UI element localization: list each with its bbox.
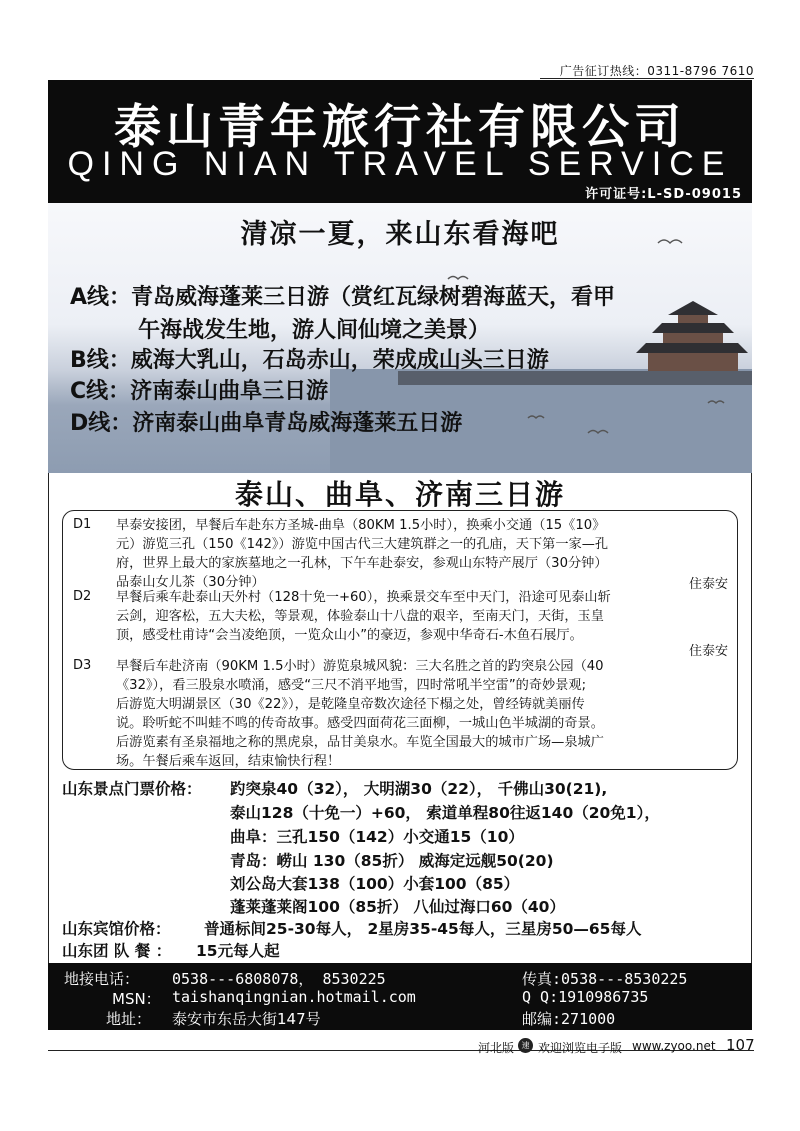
site-url-link[interactable]: www.zyoo.net (632, 1039, 716, 1053)
hotline-rule (540, 78, 754, 79)
meal-price-text: 15元每人起 (196, 942, 280, 960)
meal-price-label: 山东团 队 餐 ： (62, 942, 172, 960)
company-name-en: QING NIAN TRAVEL SERVICE (67, 145, 733, 183)
route-a: A线：青岛威海蓬莱三日游（赏红瓦绿树碧海蓝天，看甲 (70, 285, 616, 310)
day-2-text: 早餐后乘车赴泰山天外村（128十免一+60），换乘景交车至中天门，沿途可见泰山斩 云剑，迎客松，五大夫松，等景观，体验泰山十八盘的艰辛，至南天门，天街，玉皇 顶，感受杜甫诗“会当凌绝顶，一览众山小”的豪迈，参观中华奇石-木鱼石展厅。 (116, 590, 611, 643)
msn-label: MSN： (112, 990, 161, 1008)
qq-value: Q Q:1910986735 (522, 988, 649, 1006)
welcome-text: 欢迎浏览电子版 (538, 1041, 623, 1055)
page-number: 107 (726, 1036, 755, 1054)
msn-value: taishanqingnian.hotmail.com (172, 988, 416, 1006)
hotel-price-label: 山东宾馆价格： (62, 920, 171, 938)
ticket-price-line: 趵突泉40（32）， 大明湖30（22）， 千佛山30(21), (230, 780, 608, 798)
company-name-cn: 泰山青年旅行社有限公司 (114, 100, 686, 155)
day-2-stay: 住泰安 (688, 644, 728, 659)
fax-value: 传真:0538---8530225 (522, 970, 688, 988)
day-3-text: 早餐后车赴济南（90KM 1.5小时）游览泉城风貌：三大名胜之首的趵突泉公园（40 《32》），看三股泉水喷涌，感受“三尺不消平地雪，四时常吼半空雷”的奇妙景观; 后游览大明湖景区（30《22》），是乾隆皇帝数次途径下榻之处，曾经铸就美丽传 说。聆听蛇不叫蛙不鸣的传奇故事。感受四面荷花三面柳，一城山色半城湖的奇景。 后游览素有圣泉福地之称的黑虎泉，品甘美泉水。车览全国最大的城市广场—泉城广 场。午餐后乘车返回，结束愉快行程！ (116, 659, 604, 769)
day-1-stay: 住泰安 (688, 577, 728, 592)
day-label: D1 (73, 517, 92, 532)
route-d: D线：济南泰山曲阜青岛威海蓬莱五日游 (70, 411, 463, 436)
license-number: 许可证号:L-SD-09015 (585, 187, 742, 202)
ticket-price-line: 泰山128（十免一）+60， 索道单程80往返140（20免1）， (230, 804, 660, 822)
ticket-price-label: 山东景点门票价格： (62, 780, 202, 798)
ticket-price-line: 曲阜：三孔150（142）小交通15（10） (230, 828, 524, 846)
hotel-price-text: 普通标间25-30每人， 2星房35-45每人，三星房50—65每人 (204, 920, 642, 938)
day-label: D2 (73, 589, 92, 604)
route-b: B线：威海大乳山，石岛赤山，荣成成山头三日游 (70, 348, 549, 373)
phone-value: 0538---6808078， 8530225 (172, 970, 386, 988)
contact-footer (48, 963, 752, 1030)
route-a-continued: 午海战发生地，游人间仙境之美景） (138, 318, 491, 343)
route-c: C线：济南泰山曲阜三日游 (70, 379, 329, 404)
company-header (48, 80, 752, 203)
ticket-price-line: 刘公岛大套138（100）小套100（85） (230, 875, 520, 893)
ticket-price-line: 青岛：崂山 130（85折） 威海定远舰50(20) (230, 852, 554, 870)
ticket-price-line: 蓬莱蓬莱阁100（85折） 八仙过海口60（40） (230, 898, 565, 916)
summer-slogan: 清凉一夏，来山东看海吧 (240, 219, 560, 250)
ad-hotline: 广告征订热线：0311-8796 7610 (559, 64, 754, 78)
address-label: 地址： (106, 1010, 152, 1028)
day-1-text: 早泰安接团，早餐后车赴东方圣城-曲阜（80KM 1.5小时），换乘小交通（15《10》 元）游览三孔（150《142》）游览中国古代三大建筑群之一的孔庙，天下第一家—孔 府，世界上最大的家族墓地之一孔林，下午车赴泰安，参观山东特产展厅（30分钟） 品泰山女儿茶（30分钟） (116, 518, 609, 590)
day-label: D3 (73, 658, 92, 673)
address-value: 泰安市东岳大街147号 (172, 1010, 321, 1028)
tour-title: 泰山、曲阜、济南三日游 (234, 478, 565, 511)
phone-label: 地接电话： (64, 970, 140, 988)
edition-label: 河北版 (478, 1041, 515, 1055)
site-logo-icon: 速 (518, 1038, 533, 1053)
postcode-value: 邮编:271000 (522, 1010, 616, 1028)
